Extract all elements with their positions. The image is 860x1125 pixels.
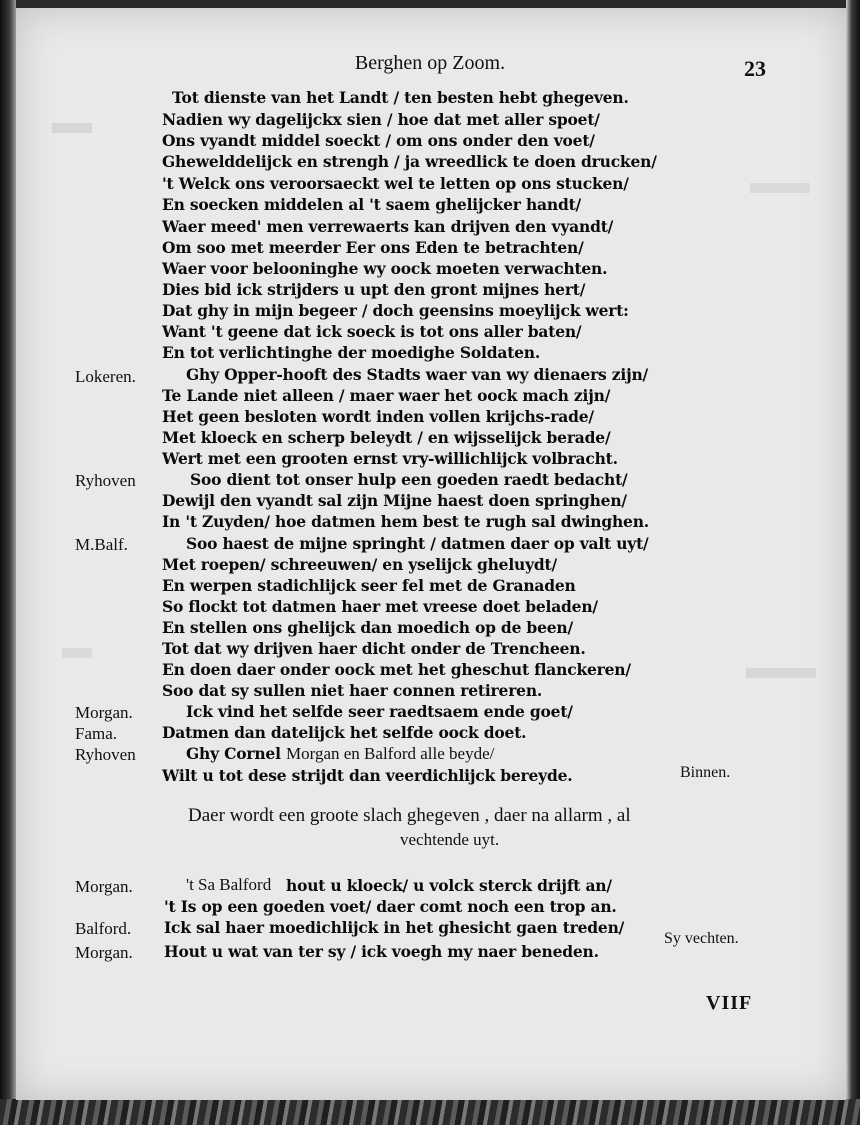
show-through-mark — [52, 123, 92, 133]
speaker-ryhoven: Ryhoven — [75, 471, 136, 490]
verse-line: Want 't geene dat ick soeck is tot ons aller baten/ — [162, 322, 582, 341]
stage-direction-battle-cont: vechtende uyt. — [400, 830, 500, 849]
marbled-board-edge — [0, 1099, 860, 1125]
verse-line: En soecken middelen al 't saem ghelijcker handt/ — [162, 195, 582, 214]
verse-line: 't Welck ons veroorsaeckt wel te letten op ons stucken/ — [162, 174, 629, 193]
signature-mark: VIIF — [706, 992, 753, 1014]
verse-line: Ick vind het selfde seer raedtsaem ende goet/ — [186, 702, 573, 721]
speaker-lokeren: Lokeren. — [75, 367, 136, 386]
verse-line: Dewijl den vyandt sal zijn Mijne haest doen springhen/ — [162, 491, 627, 510]
verse-line: Te Lande niet alleen / maer waer het oock mach zijn/ — [162, 386, 611, 405]
verse-line: Soo dat sy sullen niet haer connen retireren. — [162, 681, 543, 700]
verse-line: Nadien wy dagelijckx sien / hoe dat met aller spoet/ — [162, 110, 600, 129]
scan-right-edge — [846, 0, 860, 1125]
verse-line: En doen daer onder oock met het gheschut flanckeren/ — [162, 660, 631, 679]
verse-line: Datmen dan datelijck het selfde oock doet. — [162, 723, 527, 742]
stage-direction-binnen: Binnen. — [680, 764, 731, 781]
verse-line: Waer meed' men verrewaerts kan drijven den vyandt/ — [162, 217, 614, 236]
speaker-morgan: Morgan. — [75, 703, 133, 722]
verse-line: Tot dienste van het Landt / ten besten hebt ghegeven. — [172, 88, 629, 107]
verse-line: Wilt u tot dese strijdt dan veerdichlijck bereyde. — [162, 766, 573, 785]
verse-line: Met kloeck en scherp beleydt / en wijsselijck berade/ — [162, 428, 611, 447]
show-through-mark — [62, 648, 92, 658]
verse-line: Ghy Opper-hooft des Stadts waer van wy dienaers zijn/ — [186, 365, 649, 384]
stage-direction-vechten: Sy vechten. — [664, 930, 739, 947]
verse-line: Ons vyandt middel soeckt / om ons onder den voet/ — [162, 131, 595, 150]
verse-line: Met roepen/ schreeuwen/ en yselijck gheluydt/ — [162, 555, 557, 574]
speaker-ryhoven: Ryhoven — [75, 745, 136, 764]
verse-line: Soo haest de mijne springht / datmen daer op valt uyt/ — [186, 534, 649, 553]
speaker-balford: Balford. — [75, 919, 132, 938]
running-head: Berghen op Zoom. — [354, 52, 506, 74]
verse-line: En tot verlichtinghe der moedighe Soldaten. — [162, 343, 541, 362]
verse-line: Dies bid ick strijders u upt den gront mijnes hert/ — [162, 280, 586, 299]
speaker-fama: Fama. — [75, 724, 118, 743]
verse-line: Ghy Cornel — [186, 744, 281, 763]
verse-line: 't Is op een goeden voet/ daer comt noch een trop an. — [164, 897, 617, 916]
page-number: 23 — [744, 56, 766, 81]
verse-line: Wert met een grooten ernst vry-willichlijck volbracht. — [162, 449, 618, 468]
verse-line: En stellen ons ghelijck dan moedich op de been/ — [162, 618, 573, 637]
stage-direction-battle: Daer wordt een groote slach ghegeven , daer na allarm , al — [188, 805, 631, 826]
verse-roman-inline: 't Sa Balford — [186, 875, 272, 894]
show-through-mark — [750, 183, 810, 193]
verse-line: Soo dient tot onser hulp een goeden raedt bedacht/ — [190, 470, 628, 489]
verse-line: So flockt tot datmen haer met vreese doet beladen/ — [162, 597, 598, 616]
verse-line: Hout u wat van ter sy / ick voegh my naer beneden. — [164, 942, 599, 961]
verse-line: Ick sal haer moedichlijck in het ghesicht gaen treden/ — [164, 918, 625, 937]
verse-line: En werpen stadichlijck seer fel met de Granaden — [162, 576, 576, 595]
verse-line: hout u kloeck/ u volck sterck drijft an/ — [286, 876, 612, 895]
verse-line: Het geen besloten wordt inden vollen krijchs-rade/ — [162, 407, 594, 426]
speaker-m-balf: M.Balf. — [75, 535, 128, 554]
speaker-morgan: Morgan. — [75, 877, 133, 896]
verse-line: In 't Zuyden/ hoe datmen hem best te rugh sal dwinghen. — [162, 512, 649, 531]
verse-line: Waer voor belooninghe wy oock moeten verwachten. — [162, 259, 608, 278]
verse-line: Dat ghy in mijn begeer / doch geensins moeylijck wert: — [162, 301, 629, 320]
verse-line: Tot dat wy drijven haer dicht onder de Trencheen. — [162, 639, 586, 658]
verse-line: Ghewelddelijck en strengh / ja wreedlick te doen drucken/ — [162, 152, 657, 171]
show-through-mark — [746, 668, 816, 678]
verse-line: Om soo met meerder Eer ons Eden te betrachten/ — [162, 238, 584, 257]
speaker-morgan: Morgan. — [75, 943, 133, 962]
book-binding-edge — [0, 0, 16, 1125]
verse-roman-inline: Morgan en Balford alle beyde/ — [286, 744, 495, 763]
